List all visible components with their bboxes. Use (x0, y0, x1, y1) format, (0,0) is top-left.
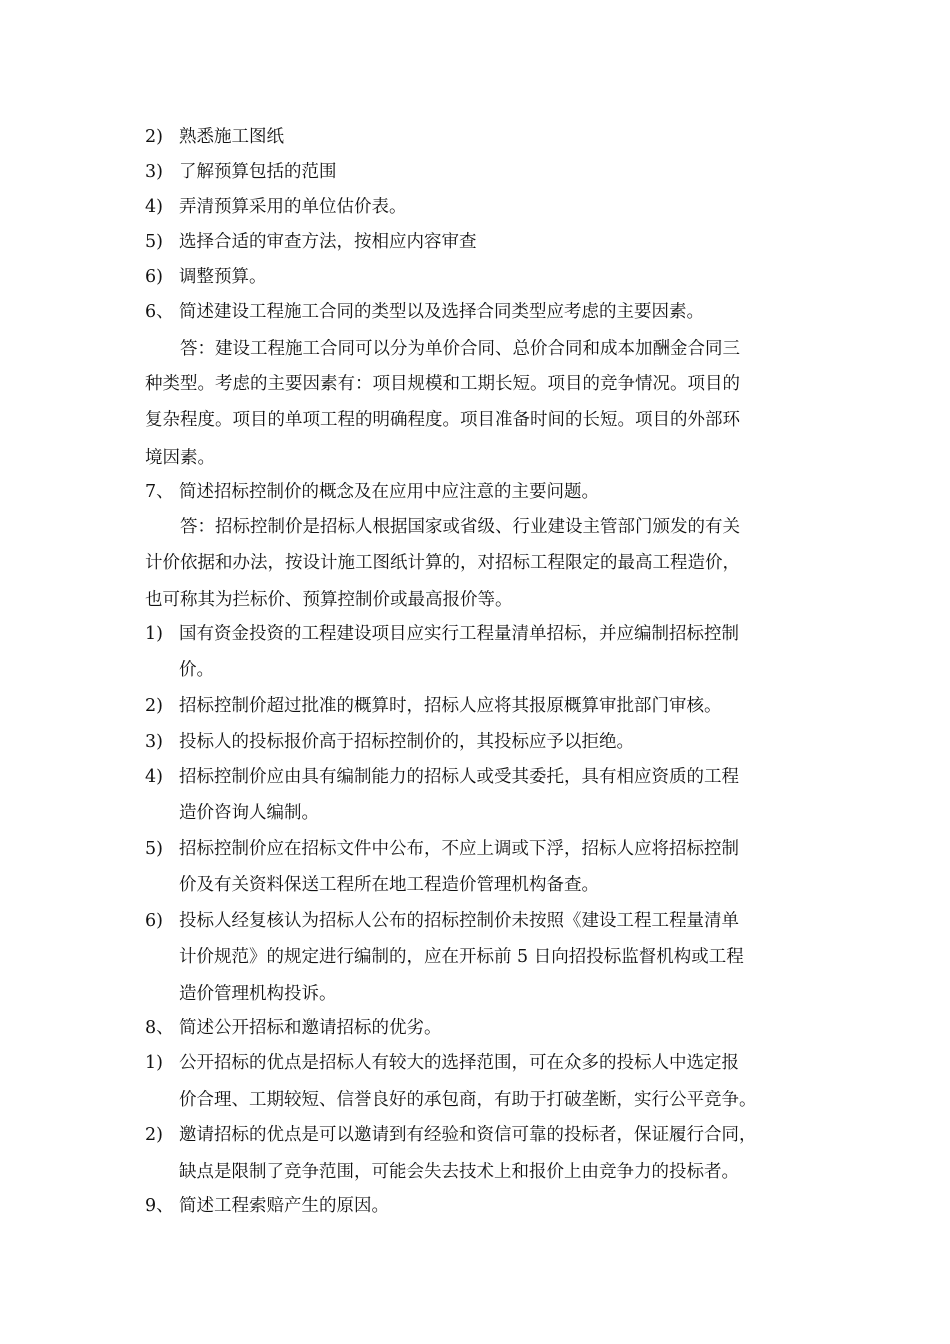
list-text: 了解预算包括的范围 (179, 162, 337, 182)
answer-text: 也可称其为拦标价、预算控制价或最高报价等。 (145, 590, 513, 610)
list-text: 计价规范》的规定进行编制的，应在开标前 5 日向招投标监督机构或工程 (179, 947, 744, 967)
list-text: 造价管理机构投诉。 (179, 984, 337, 1004)
question-number: 8、 (145, 1018, 174, 1038)
list-marker: 4) (145, 767, 163, 787)
list-marker: 2) (145, 127, 163, 147)
list-text: 缺点是限制了竞争范围，可能会失去技术上和报价上由竞争力的投标者。 (179, 1162, 739, 1182)
list-marker: 3) (145, 162, 163, 182)
answer-text: 种类型。考虑的主要因素有：项目规模和工期长短。项目的竞争情况。项目的 (145, 374, 740, 394)
list-marker: 1) (145, 1053, 163, 1073)
question-text: 简述招标控制价的概念及在应用中应注意的主要问题。 (179, 482, 599, 502)
list-text: 弄清预算采用的单位估价表。 (179, 197, 407, 217)
question-number: 7、 (145, 482, 174, 502)
list-text: 邀请招标的优点是可以邀请到有经验和资信可靠的投标者，保证履行合同， (179, 1125, 757, 1145)
list-text: 招标控制价应在招标文件中公布，不应上调或下浮，招标人应将招标控制 (179, 839, 739, 859)
list-text: 调整预算。 (179, 267, 267, 287)
list-marker: 2) (145, 1125, 163, 1145)
list-marker: 5) (145, 839, 163, 859)
list-text: 价及有关资料保送工程所在地工程造价管理机构备查。 (179, 875, 599, 895)
list-marker: 5) (145, 232, 163, 252)
answer-text: 答：招标控制价是招标人根据国家或省级、行业建设主管部门颁发的有关 (180, 517, 740, 537)
list-marker: 1) (145, 624, 163, 644)
answer-text: 计价依据和办法，按设计施工图纸计算的，对招标工程限定的最高工程造价， (145, 553, 740, 573)
question-text: 简述建设工程施工合同的类型以及选择合同类型应考虑的主要因素。 (179, 302, 704, 322)
list-marker: 4) (145, 197, 163, 217)
list-text: 选择合适的审查方法，按相应内容审查 (179, 232, 477, 252)
list-text: 公开招标的优点是招标人有较大的选择范围，可在众多的投标人中选定报 (179, 1053, 739, 1073)
answer-text: 答：建设工程施工合同可以分为单价合同、总价合同和成本加酬金合同三 (180, 339, 740, 359)
list-marker: 6) (145, 267, 163, 287)
question-number: 6、 (145, 302, 174, 322)
list-text: 投标人的投标报价高于招标控制价的，其投标应予以拒绝。 (179, 732, 634, 752)
list-text: 招标控制价超过批准的概算时，招标人应将其报原概算审批部门审核。 (179, 696, 722, 716)
list-marker: 2) (145, 696, 163, 716)
list-text: 投标人经复核认为招标人公布的招标控制价未按照《建设工程工程量清单 (179, 911, 739, 931)
list-text: 价合理、工期较短、信誉良好的承包商，有助于打破垄断，实行公平竞争。 (179, 1090, 757, 1110)
question-text: 简述公开招标和邀请招标的优劣。 (179, 1018, 442, 1038)
list-text: 招标控制价应由具有编制能力的招标人或受其委托，具有相应资质的工程 (179, 767, 739, 787)
answer-text: 境因素。 (145, 448, 215, 468)
answer-text: 复杂程度。项目的单项工程的明确程度。项目准备时间的长短。项目的外部环 (145, 410, 740, 430)
list-text: 国有资金投资的工程建设项目应实行工程量清单招标，并应编制招标控制 (179, 624, 739, 644)
list-marker: 3) (145, 732, 163, 752)
question-text: 简述工程索赔产生的原因。 (179, 1196, 389, 1216)
list-text: 熟悉施工图纸 (179, 127, 284, 147)
list-text: 造价咨询人编制。 (179, 803, 319, 823)
list-text: 价。 (179, 660, 214, 680)
list-marker: 6) (145, 911, 163, 931)
question-number: 9、 (145, 1196, 174, 1216)
